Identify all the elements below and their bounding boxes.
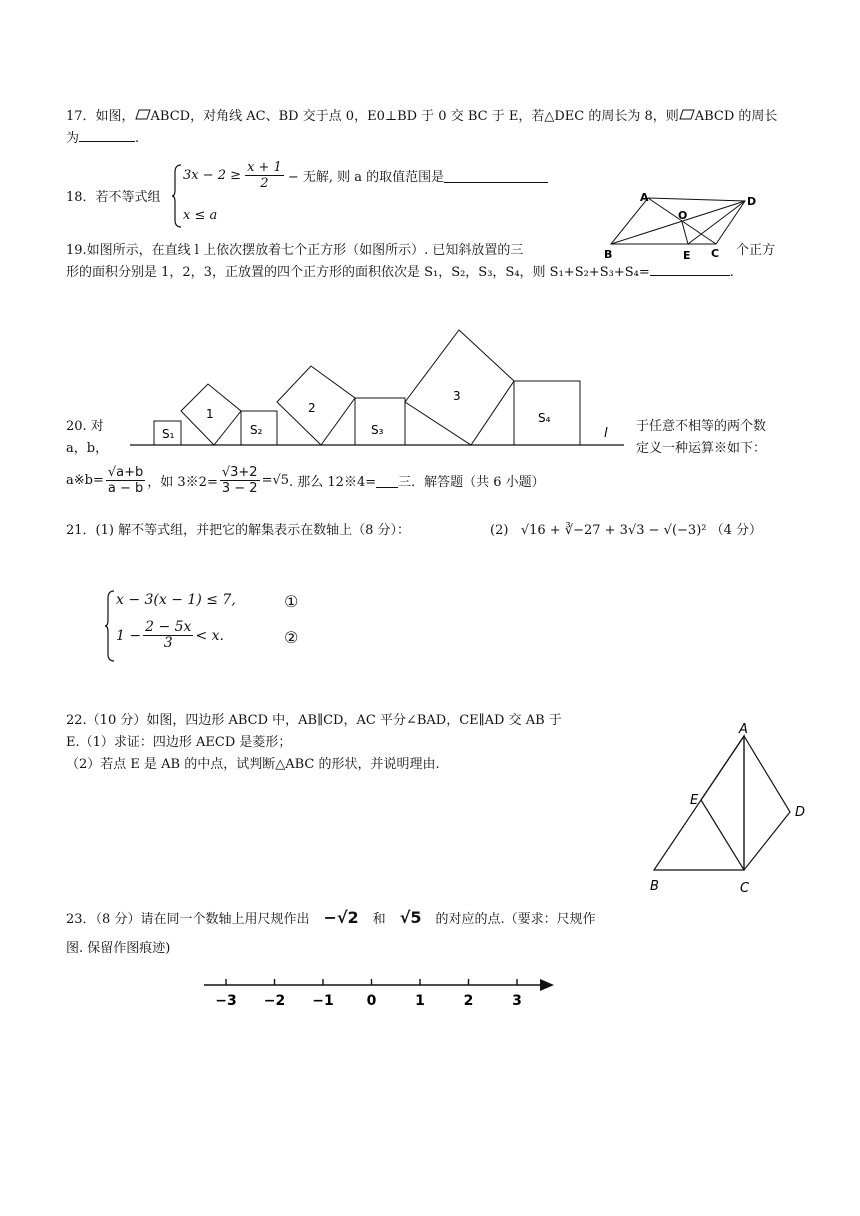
label-S4: S₄ bbox=[538, 411, 551, 425]
label-S1: S₁ bbox=[162, 427, 175, 441]
label-A: A bbox=[739, 722, 748, 737]
q18-ineq2: x ≤ a bbox=[183, 208, 218, 223]
label-1: 1 bbox=[206, 407, 214, 421]
number-line bbox=[200, 974, 560, 1014]
q21-sys-line2: 1 − $\frac{2 - 5x}{3}$ < x. bbox=[116, 619, 224, 651]
label-C: C bbox=[711, 247, 720, 260]
q21-part2: (2) √16 + ∛−27 + 3√3 − √(−3)² （4 分） bbox=[490, 523, 763, 538]
tick-label: 2 bbox=[463, 993, 474, 1009]
tick-label: 3 bbox=[512, 993, 522, 1009]
label-E: E bbox=[683, 249, 691, 262]
arrow-right-icon bbox=[540, 979, 554, 991]
q21-part1: 21．(1) 解不等式组，并把它的解集表示在数轴上（8 分）： bbox=[66, 523, 410, 538]
label-S2: S₂ bbox=[250, 423, 263, 437]
label-B: B bbox=[604, 248, 613, 261]
q19-line2: 形的面积分别是 1，2，3，正放置的四个正方形的面积依次是 S₁，S₂，S₃，S₄，则 S₁+S₂+S₃+S₄= . bbox=[66, 265, 734, 280]
q17-line1: 17．如图， ABCD，对角线 AC、BD 交于点 0，E0⊥BD 于 0 交 BC 于 E，若△DEC 的周长为 8，则 ABCD 的周长 bbox=[66, 109, 778, 124]
label-A: A bbox=[640, 191, 649, 204]
q21-sys-line1: x − 3(x − 1) ≤ 7, bbox=[116, 592, 236, 608]
label-l: l bbox=[604, 426, 608, 441]
label-C: C bbox=[740, 881, 750, 896]
label-B: B bbox=[650, 879, 659, 894]
q22-line3: （2）若点 E 是 AB 的中点，试判断△ABC 的形状，并说明理由. bbox=[66, 757, 440, 772]
q20-right2: 定义一种运算※如下： bbox=[636, 441, 767, 456]
answer-blank[interactable] bbox=[79, 141, 135, 142]
marker-2: ② bbox=[284, 628, 299, 647]
label-D: D bbox=[795, 805, 806, 820]
brace-icon bbox=[104, 590, 116, 662]
q22-line1: 22.（10 分）如图，四边形 ABCD 中，AB∥CD，AC 平分∠BAD，CE∥AD 交 AB 于 bbox=[66, 713, 562, 728]
brace-icon bbox=[171, 164, 183, 228]
figure-squares bbox=[128, 326, 628, 450]
q19-line1: 19.如图所示，在直线 l 上依次摆放着七个正方形（如图所示）. 已知斜放置的三 bbox=[66, 243, 524, 258]
q19-line1-end: 个正方 bbox=[736, 243, 776, 258]
answer-blank[interactable] bbox=[444, 168, 548, 183]
answer-blank[interactable] bbox=[650, 275, 730, 276]
label-D: D bbox=[747, 195, 757, 208]
figure-rhombus bbox=[640, 720, 820, 904]
q23-line2: 图. 保留作图痕迹) bbox=[66, 941, 171, 956]
q18-ineq1: 3x − 2 ≥ $\frac{x + 1}{2}$ − 无解 , 则 a 的取值范围是 bbox=[183, 160, 548, 191]
q23-line1: 23．（8 分）请在同一个数轴上用尺规作出 −√2 和 √5 的对应的点.（要求：尺规作 bbox=[66, 908, 596, 927]
q22-line2: E.（1）求证：四边形 AECD 是菱形； bbox=[66, 735, 292, 750]
q20-a: 20. 对 bbox=[66, 419, 104, 434]
parallelogram-icon bbox=[135, 109, 151, 120]
tick-label: 0 bbox=[366, 993, 377, 1009]
tick-label: −1 bbox=[312, 993, 334, 1009]
answer-blank[interactable] bbox=[376, 473, 398, 488]
tick-label: 1 bbox=[415, 993, 425, 1009]
parallelogram-icon bbox=[679, 109, 695, 120]
q17-line2: 为 . bbox=[66, 131, 140, 146]
q18-prefix: 18．若不等式组 bbox=[66, 190, 161, 205]
label-3: 3 bbox=[453, 389, 461, 403]
label-E: E bbox=[690, 793, 699, 808]
tick-label: −3 bbox=[215, 993, 237, 1009]
label-2: 2 bbox=[308, 401, 316, 415]
tick-label: −2 bbox=[263, 993, 286, 1009]
q20-b: a，b， bbox=[66, 441, 109, 456]
label-O: O bbox=[678, 209, 688, 222]
label-S3: S₃ bbox=[371, 423, 384, 437]
marker-1: ① bbox=[284, 592, 299, 611]
q20-def: a※b= $\frac{√a+b}{a - b}$ ，如 3※2= $\frac{√3+2}{3 - 2}$ =√5 . 那么 12※4= 三．解答题（共 6 小题） bbox=[66, 464, 545, 496]
q20-right1: 于任意不相等的两个数 bbox=[636, 419, 767, 434]
